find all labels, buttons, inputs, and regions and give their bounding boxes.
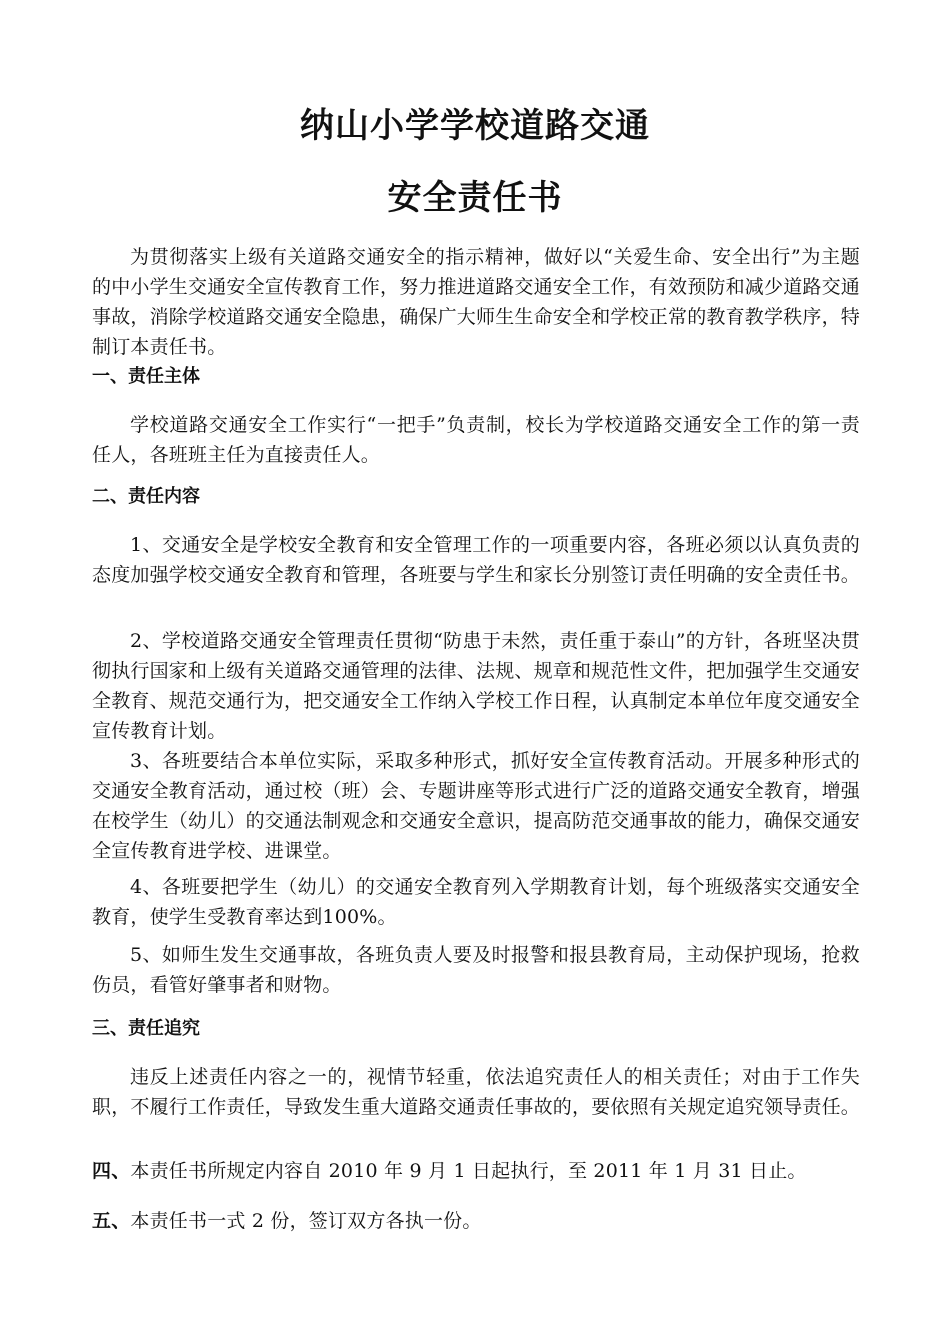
section2-item-2: 2、学校道路交通安全管理责任贯彻“防患于未然，责任重于泰山”的方针，各班坚决贯彻执行国家和上级有关道路交通管理的法律、法规、规章和规范性文件，把加强学生交通安全教育、规范交通行为，把交通安全工作纳入学校工作日程，认真制定本单位年度交通安全宣传教育计划。 [92, 630, 861, 742]
section1-paragraph: 学校道路交通安全工作实行“一把手”负责制，校长为学校道路交通安全工作的第一责任人，各班班主任为直接责任人。 [92, 414, 860, 466]
section2-heading: 二、责任内容 [92, 486, 200, 507]
section2-item-3: 3、各班要结合本单位实际，采取多种形式，抓好安全宣传教育活动。开展多种形式的交通安全教育活动，通过校（班）会、专题讲座等形式进行广泛的道路交通安全教育，增强在校学生（幼儿）的交通法制观念和交通安全意识，提高防范交通事故的能力，确保交通安全宣传教育进学校、进课堂。 [92, 750, 861, 862]
section1-heading: 一、责任主体 [92, 366, 200, 387]
document-title-line2: 安全责任书 [387, 178, 563, 218]
section5-text: 本责任书一式 2 份，签订双方各执一份。 [130, 1210, 482, 1232]
section2-item-5: 5、如师生发生交通事故，各班负责人要及时报警和报县教育局，主动保护现场，抢救伤员，看管好肇事者和财物。 [92, 944, 860, 996]
section4-text: 本责任书所规定内容自 2010 年 9 月 1 日起执行，至 2011 年 1 月 31 日止。 [130, 1160, 807, 1182]
section2-item-4: 4、各班要把学生（幼儿）的交通安全教育列入学期教育计划，每个班级落实交通安全教育，使学生受教育率达到100%。 [92, 876, 860, 928]
intro-paragraph: 为贯彻落实上级有关道路交通安全的指示精神，做好以“关爱生命、安全出行”为主题的中小学生交通安全宣传教育工作，努力推进道路交通安全工作，有效预防和减少道路交通事故，消除学校道路交通安全隐患，确保广大师生生命安全和学校正常的教育教学秩序，特制订本责任书。 [92, 246, 861, 358]
section2-item-1: 1、交通安全是学校安全教育和安全管理工作的一项重要内容，各班必须以认真负责的态度加强学校交通安全教育和管理，各班要与学生和家长分别签订责任明确的安全责任书。 [92, 534, 861, 586]
section5-paragraph [92, 1206, 860, 1236]
section3-paragraph: 违反上述责任内容之一的，视情节轻重，依法追究责任人的相关责任；对由于工作失职，不履行工作责任，导致发生重大道路交通责任事故的，要依照有关规定追究领导责任。 [92, 1066, 861, 1118]
section4-paragraph [92, 1156, 860, 1186]
document-title-line1: 纳山小学学校道路交通 [300, 106, 650, 146]
section5-label: 五、 [92, 1210, 131, 1232]
section3-heading: 三、责任追究 [92, 1018, 200, 1039]
section4-label: 四、 [92, 1160, 131, 1182]
